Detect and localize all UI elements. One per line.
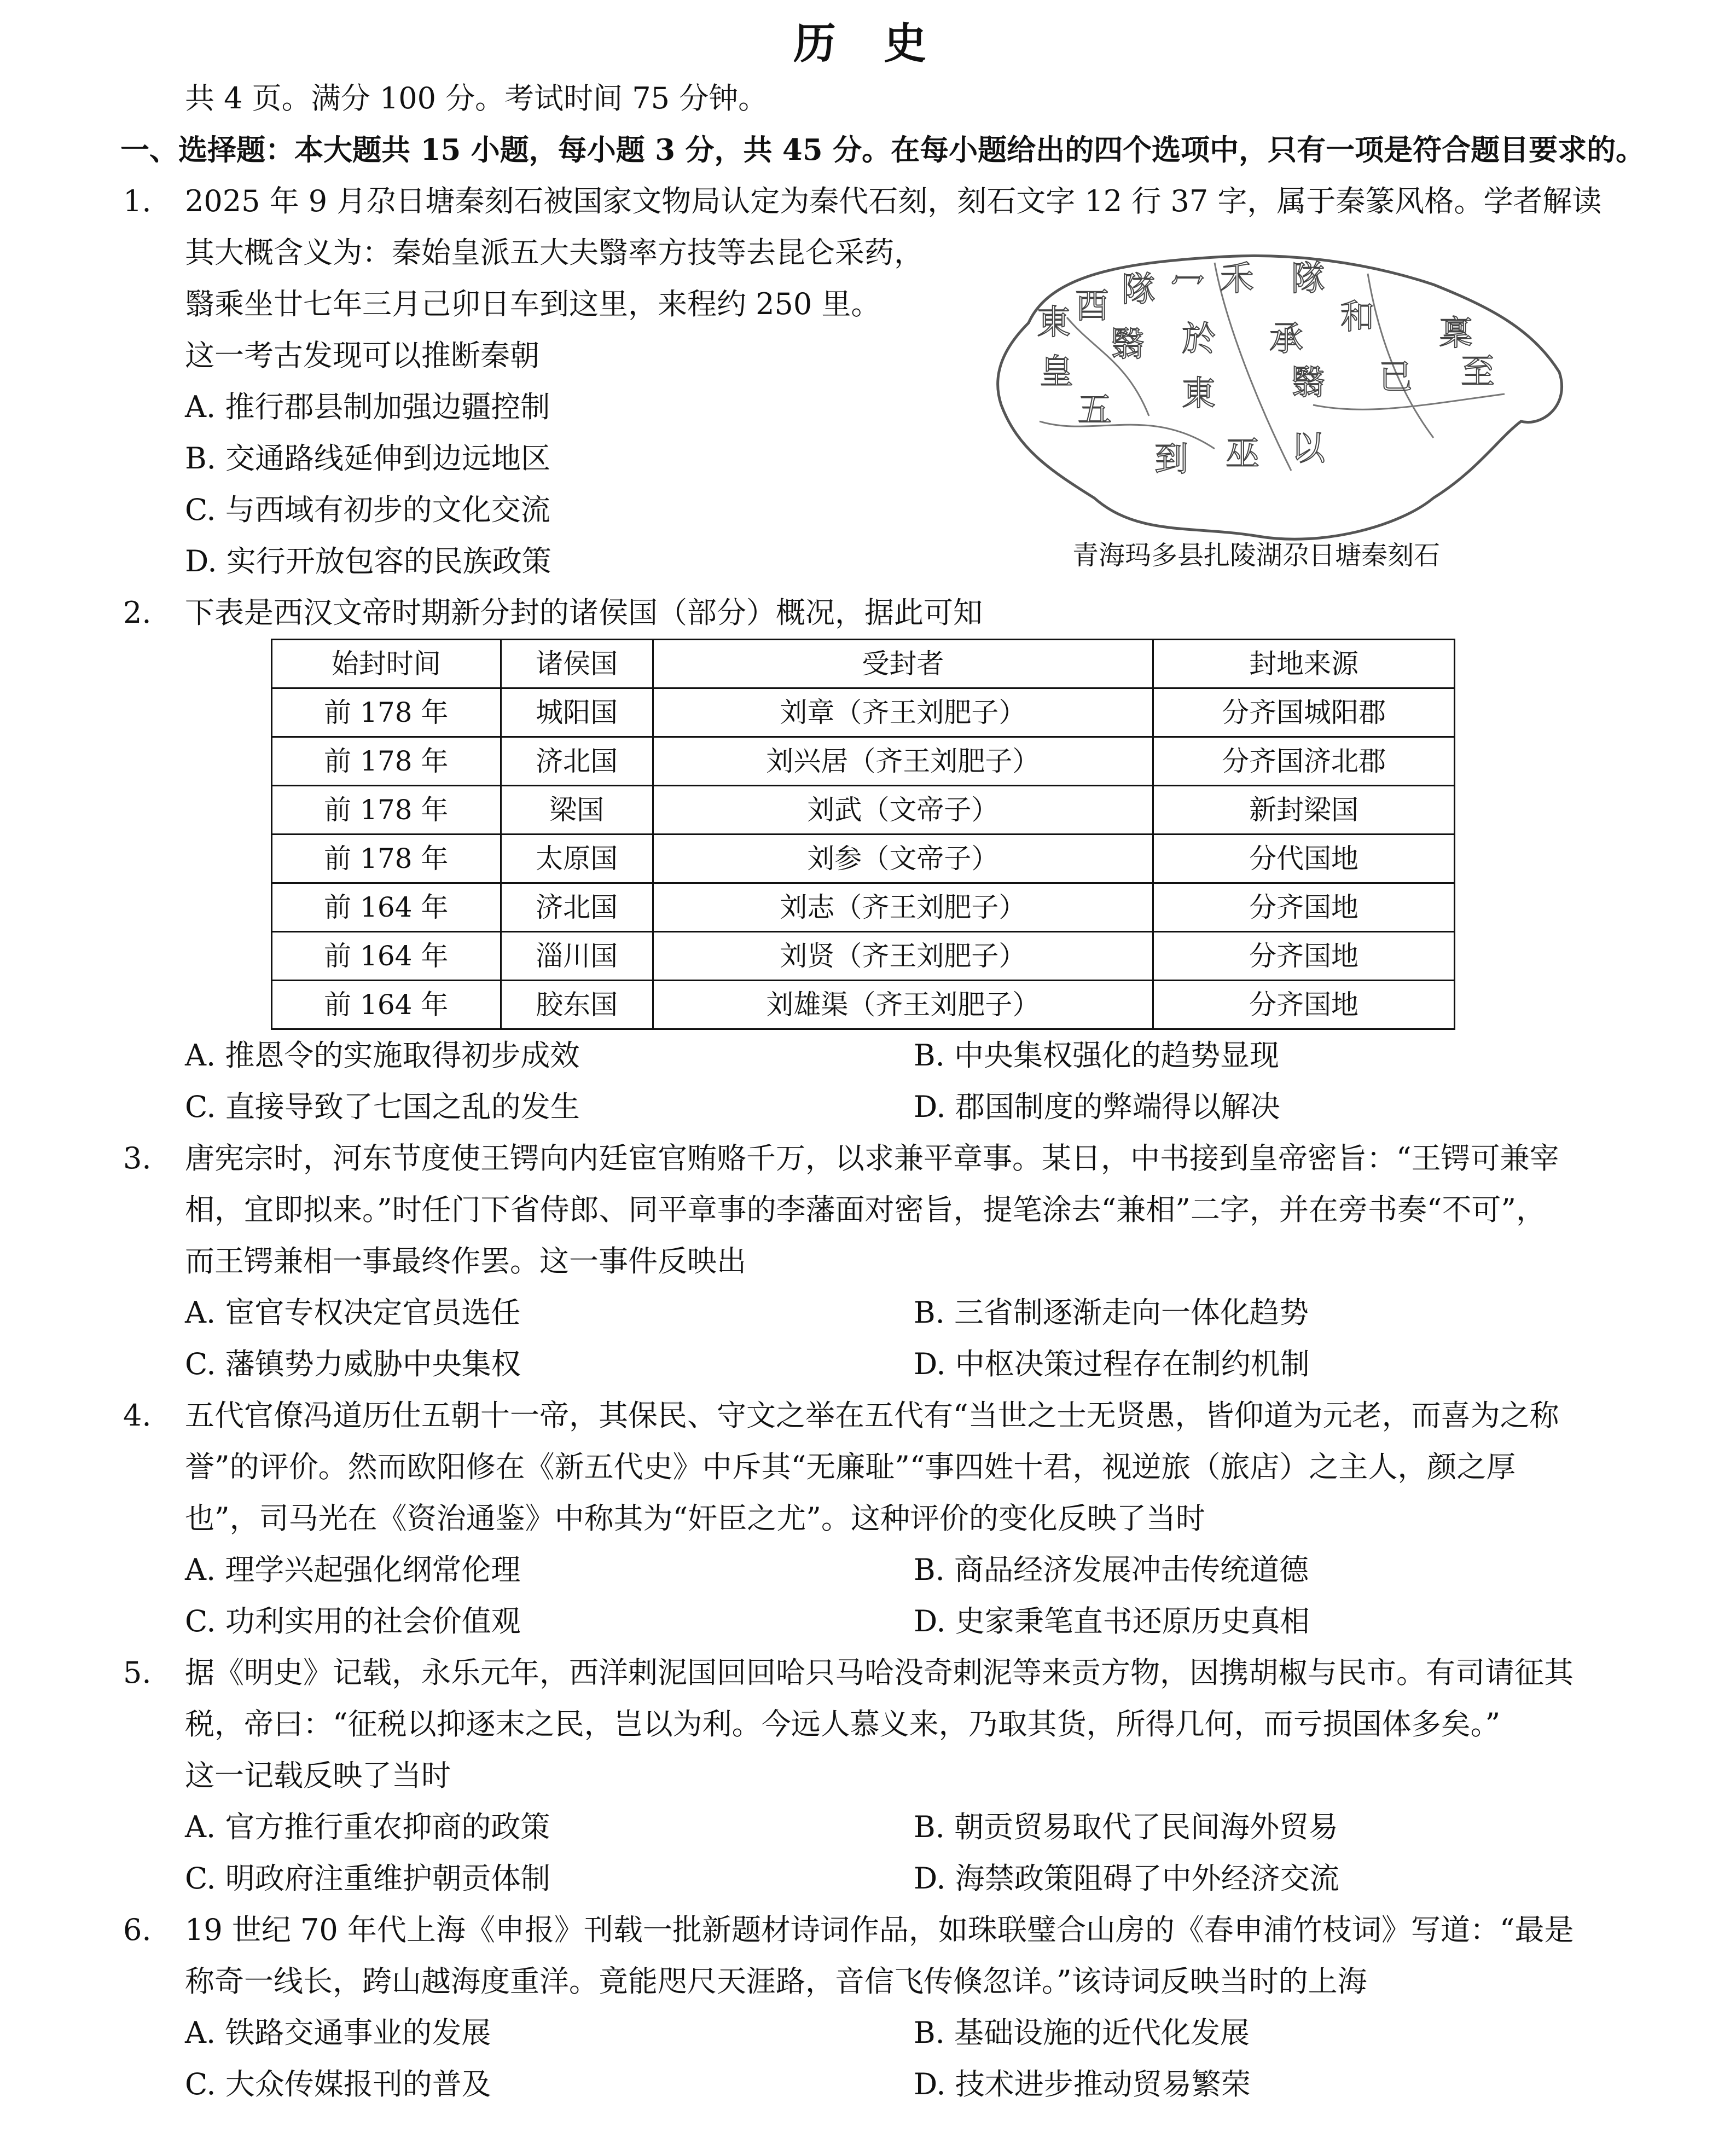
table-cell: 分齐国地 xyxy=(1153,981,1455,1029)
option-b[interactable]: B. 商品经济发展冲击传统道德 xyxy=(914,1552,1309,1587)
table-cell: 分齐国济北郡 xyxy=(1153,737,1455,786)
question-text: 而王锷兼相一事最终作罢。这一事件反映出 xyxy=(185,1244,746,1278)
question-text: 唐宪宗时，河东节度使王锷向内廷宦官贿赂千万，以求兼平章事。某日，中书接到皇帝密旨：“王锷可兼宰 xyxy=(185,1141,1559,1175)
svg-text:巫: 巫 xyxy=(1226,433,1260,473)
svg-text:到: 到 xyxy=(1154,439,1189,479)
option-d[interactable]: D. 史家秉笔直书还原历史真相 xyxy=(914,1604,1310,1638)
column-header: 始封时间 xyxy=(272,640,501,688)
option-b[interactable]: B. 交通路线延伸到边远地区 xyxy=(185,441,551,476)
option-d[interactable]: D. 实行开放包容的民族政策 xyxy=(185,544,551,578)
svg-text:翳: 翳 xyxy=(1111,324,1145,364)
option-d[interactable]: D. 海禁政策阻碍了中外经济交流 xyxy=(914,1861,1339,1896)
svg-text:五: 五 xyxy=(1078,390,1112,430)
option-a[interactable]: A. 理学兴起强化纲常伦理 xyxy=(185,1552,521,1587)
svg-text:皇: 皇 xyxy=(1040,351,1074,391)
column-header: 诸侯国 xyxy=(501,640,653,688)
table-row xyxy=(272,688,1455,737)
svg-text:禾: 禾 xyxy=(1220,258,1255,298)
table-cell: 刘贤（齐王刘肥子） xyxy=(653,932,1153,981)
question-text: 也”，司马光在《资治通鉴》中称其为“奸臣之尤”。这种评价的变化反映了当时 xyxy=(185,1501,1205,1536)
question-3 xyxy=(0,1133,1736,1390)
fiefdom-table xyxy=(271,639,1455,1030)
question-text: 誉”的评价。然而欧阳修在《新五代史》中斥其“无廉耻”“事四姓十君，视逆旅（旅店）之主人，颜之厚 xyxy=(185,1450,1516,1484)
table-header-row xyxy=(272,640,1455,688)
question-number: 3. xyxy=(123,1141,152,1175)
table-cell: 刘兴居（齐王刘肥子） xyxy=(653,737,1153,786)
exam-content xyxy=(0,73,1736,2110)
column-header: 封地来源 xyxy=(1153,640,1455,688)
option-b[interactable]: B. 三省制逐渐走向一体化趋势 xyxy=(914,1295,1309,1330)
table-cell: 刘雄渠（齐王刘肥子） xyxy=(653,981,1153,1029)
svg-text:東: 東 xyxy=(1037,302,1071,342)
question-text: 据《明史》记载，永乐元年，西洋剌泥国回回哈只马哈没奇剌泥等来贡方物，因携胡椒与民市。有司请征其 xyxy=(185,1655,1574,1690)
table-cell: 前 178 年 xyxy=(272,786,501,835)
question-number: 4. xyxy=(123,1398,152,1433)
question-text: 五代官僚冯道历仕五朝十一帝，其保民、守文之举在五代有“当世之士无贤愚，皆仰道为元老，而喜为之称 xyxy=(185,1398,1559,1433)
table-cell: 分代国地 xyxy=(1153,835,1455,883)
question-6 xyxy=(0,1904,1736,2110)
question-4 xyxy=(0,1390,1736,1647)
svg-text:冖: 冖 xyxy=(1171,264,1205,304)
option-c[interactable]: C. 明政府注重维护朝贡体制 xyxy=(185,1861,550,1896)
question-text: 这一记载反映了当时 xyxy=(185,1758,451,1793)
table-row xyxy=(272,932,1455,981)
table-cell: 分齐国地 xyxy=(1153,932,1455,981)
svg-text:酉: 酉 xyxy=(1075,286,1110,326)
option-c[interactable]: C. 与西域有初步的文化交流 xyxy=(185,493,550,527)
question-number: 6. xyxy=(123,1913,152,1947)
option-a[interactable]: A. 推行郡县制加强边疆控制 xyxy=(185,390,550,424)
question-text: 称奇一线长，跨山越海度重洋。竟能咫尺天涯路，音信飞传倏忽详。”该诗词反映当时的上海 xyxy=(185,1964,1367,1998)
svg-text:以: 以 xyxy=(1291,428,1326,468)
option-c[interactable]: C. 直接导致了七国之乱的发生 xyxy=(185,1090,580,1124)
option-a[interactable]: A. 宦官专权决定官员选任 xyxy=(185,1295,521,1330)
table-cell: 前 178 年 xyxy=(272,688,501,737)
table-cell: 胶东国 xyxy=(501,981,653,1029)
table-cell: 前 164 年 xyxy=(272,883,501,932)
option-b[interactable]: B. 基础设施的近代化发展 xyxy=(914,2015,1250,2050)
table-cell: 前 164 年 xyxy=(272,932,501,981)
option-d[interactable]: D. 技术进步推动贸易繁荣 xyxy=(914,2067,1251,2101)
option-a[interactable]: A. 铁路交通事业的发展 xyxy=(185,2015,491,2050)
table-cell: 前 178 年 xyxy=(272,835,501,883)
question-1 xyxy=(0,176,1736,587)
option-b[interactable]: B. 朝贡贸易取代了民间海外贸易 xyxy=(914,1810,1339,1844)
table-row xyxy=(272,786,1455,835)
question-text: 翳乘坐廿七年三月己卯日车到这里，来程约 250 里。 xyxy=(185,287,881,321)
option-b[interactable]: B. 中央集权强化的趋势显现 xyxy=(914,1038,1280,1073)
table-row xyxy=(272,981,1455,1029)
table-cell: 刘参（文帝子） xyxy=(653,835,1153,883)
table-cell: 前 164 年 xyxy=(272,981,501,1029)
question-text: 这一考古发现可以推断秦朝 xyxy=(185,338,539,373)
svg-text:隊: 隊 xyxy=(1291,258,1326,298)
table-cell: 分齐国地 xyxy=(1153,883,1455,932)
question-text: 其大概含义为：秦始皇派五大夫翳率方技等去昆仑采药， xyxy=(185,235,924,270)
question-number: 2. xyxy=(123,595,152,630)
table-cell: 新封梁国 xyxy=(1153,786,1455,835)
table-cell: 梁国 xyxy=(501,786,653,835)
exam-intro: 共 4 页。满分 100 分。考试时间 75 分钟。 xyxy=(185,81,768,115)
svg-text:翳: 翳 xyxy=(1291,362,1326,402)
section-heading: 一、选择题：本大题共 15 小题，每小题 3 分，共 45 分。在每小题给出的四个选项中，只有一项是符合题目要求的。 xyxy=(120,133,1645,167)
table-cell: 城阳国 xyxy=(501,688,653,737)
question-text: 19 世纪 70 年代上海《申报》刊载一批新题材诗词作品，如珠联璧合山房的《春申浦竹枝词》写道：“最是 xyxy=(185,1913,1574,1947)
option-c[interactable]: C. 功利实用的社会价值观 xyxy=(185,1604,521,1638)
svg-text:於: 於 xyxy=(1182,318,1216,358)
svg-text:承: 承 xyxy=(1269,318,1304,358)
table-cell: 济北国 xyxy=(501,737,653,786)
svg-text:稟: 稟 xyxy=(1439,313,1473,353)
svg-text:和: 和 xyxy=(1340,297,1375,337)
table-row xyxy=(272,835,1455,883)
svg-text:東: 東 xyxy=(1182,373,1216,413)
option-d[interactable]: D. 郡国制度的弊端得以解决 xyxy=(914,1090,1280,1124)
svg-text:已: 已 xyxy=(1379,357,1413,397)
table-row xyxy=(272,737,1455,786)
table-cell: 太原国 xyxy=(501,835,653,883)
table-cell: 分齐国城阳郡 xyxy=(1153,688,1455,737)
question-5 xyxy=(0,1647,1736,1904)
question-text: 税，帝曰：“征税以抑逐末之民，岂以为利。今远人慕义来，乃取其货，所得几何，而亏损国体多矣。” xyxy=(185,1707,1501,1741)
column-header: 受封者 xyxy=(653,640,1153,688)
svg-text:隊: 隊 xyxy=(1122,269,1156,309)
table-cell: 济北国 xyxy=(501,883,653,932)
option-d[interactable]: D. 中枢决策过程存在制约机制 xyxy=(914,1347,1310,1381)
question-number: 5. xyxy=(123,1655,152,1690)
figure-caption: 青海玛多县扎陵湖尕日塘秦刻石 xyxy=(1072,540,1441,571)
question-number: 1. xyxy=(123,184,152,218)
question-text: 2025 年 9 月尕日塘秦刻石被国家文物局认定为秦代石刻，刻石文字 12 行 37 字，属于秦篆风格。学者解读 xyxy=(185,184,1602,218)
table-cell: 淄川国 xyxy=(501,932,653,981)
question-2 xyxy=(0,587,1736,1133)
question-text: 相，宜即拟来。”时任门下省侍郎、同平章事的李藩面对密旨，提笔涂去“兼相”二字，并在旁书奏“不可”， xyxy=(185,1192,1546,1227)
option-a[interactable]: A. 推恩令的实施取得初步成效 xyxy=(185,1038,580,1073)
table-row xyxy=(272,883,1455,932)
option-c[interactable]: C. 大众传媒报刊的普及 xyxy=(185,2067,491,2101)
table-cell: 前 178 年 xyxy=(272,737,501,786)
page-title: 历 史 xyxy=(793,19,943,68)
table-cell: 刘志（齐王刘肥子） xyxy=(653,883,1153,932)
option-c[interactable]: C. 藩镇势力威胁中央集权 xyxy=(185,1347,521,1381)
table-cell: 刘武（文帝子） xyxy=(653,786,1153,835)
option-a[interactable]: A. 官方推行重农抑商的政策 xyxy=(185,1810,550,1844)
table-cell: 刘章（齐王刘肥子） xyxy=(653,688,1153,737)
question-text: 下表是西汉文帝时期新分封的诸侯国（部分）概况，据此可知 xyxy=(185,595,983,630)
svg-text:至: 至 xyxy=(1461,351,1495,391)
